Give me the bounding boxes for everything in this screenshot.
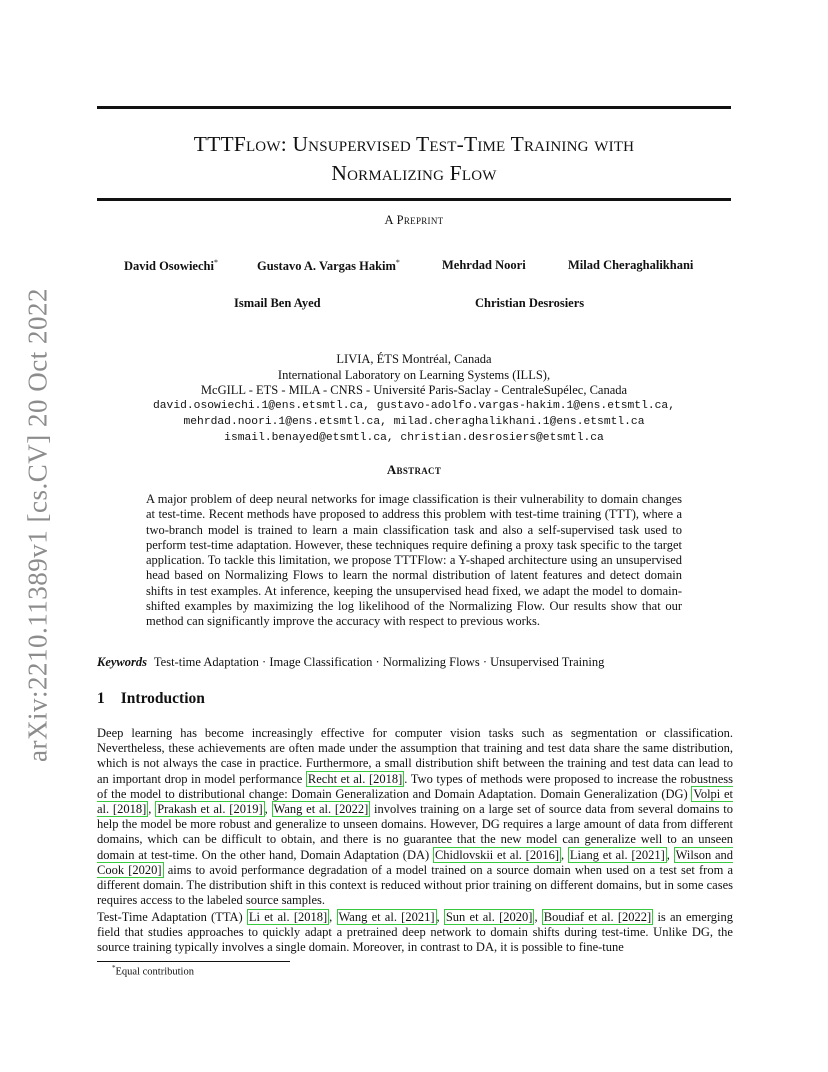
title-line-1: TTTFlow: Unsupervised Test-Time Training with xyxy=(193,132,635,156)
title-line-2: Normalizing Flow xyxy=(331,161,497,185)
footnote-text: Equal contribution xyxy=(115,966,194,978)
paragraph-text: , xyxy=(148,802,156,817)
paragraph-text: , xyxy=(666,847,674,862)
abstract-text: A major problem of deep neural networks for image classification is their vulnerability to domain changes at test-time. Recent methods have proposed to address this problem with test-time training (TTT), where a two-branch model is trained to learn a main classification task and also a self-supervised task used to perform test-time adaptation. However, these techniques require defining a proxy task specific to the target application. To tackle this limitation, we propose TTTFlow: a Y-shaped architecture using an unsupervised head based on Normalizing Flows to learn the normal distribution of latent features and detect domain shifts in test examples. At inference, keeping the unsupervised head fixed, we adapt the model to domain-shifted examples by maximizing the log likelihood of the Normalizing Flow. Our results show that our method can significantly improve the accuracy with respect to previous works. xyxy=(146,492,682,629)
intro-paragraph-2 xyxy=(97,910,733,956)
preprint-label: A Preprint xyxy=(384,213,444,227)
citation-link[interactable]: Volpi et al. [2018] xyxy=(97,786,733,817)
affiliation-line: LIVIA, ÉTS Montréal, Canada xyxy=(336,352,492,366)
author: Mehrdad Noori xyxy=(442,258,526,272)
citation-link[interactable]: Wang et al. [2021] xyxy=(338,910,435,924)
citation-link[interactable]: Wang et al. [2022] xyxy=(273,802,369,817)
paragraph-text: , xyxy=(534,910,542,924)
keywords xyxy=(97,655,604,670)
email-line[interactable]: david.osowiechi.1@ens.etsmtl.ca, gustavo-adolfo.vargas-hakim.1@ens.etsmtl.ca, xyxy=(152,400,675,413)
affiliation-line: International Laboratory on Learning Systems (ILLS), xyxy=(277,367,551,382)
footnote xyxy=(112,964,194,978)
citation-link[interactable]: Boudiaf et al. [2022] xyxy=(543,910,652,924)
section-title: Introduction xyxy=(120,690,205,707)
paragraph-text: , xyxy=(329,910,337,924)
section-heading xyxy=(97,690,205,708)
keywords-label: Keywords xyxy=(97,655,147,669)
paper-title xyxy=(97,130,731,188)
title-top-rule xyxy=(97,106,731,109)
paragraph-text: involves training on a large set of source data from several domains to help the model be more robust and generalize to unseen domains. However, DG requires a large amount of data from different domains, which can be difficult to obtain, and there is no guarantee that the new model can generalize well to an unseen domain at test-time. On the other hand, Domain Adaptation (DA) xyxy=(97,802,734,862)
abstract-heading: Abstract xyxy=(386,462,442,477)
author: David Osowiechi* xyxy=(124,258,218,274)
citation-link[interactable]: Chidlovskii et al. [2016] xyxy=(434,847,559,862)
affiliations xyxy=(97,352,731,446)
citation-link[interactable]: Prakash et al. [2019] xyxy=(157,802,263,817)
affiliation-line: McGILL - ETS - MILA - CNRS - Université Paris-Saclay - CentraleSupélec, Canada xyxy=(200,383,628,398)
citation-link[interactable]: Recht et al. [2018] xyxy=(307,771,403,786)
section-number: 1 xyxy=(97,690,105,707)
paragraph-text: , xyxy=(561,847,568,862)
footnote-mark: * xyxy=(112,964,116,972)
email-line[interactable]: ismail.benayed@etsmtl.ca, christian.desrosiers@etsmtl.ca xyxy=(224,431,604,444)
title-bottom-rule xyxy=(97,198,731,201)
citation-link[interactable]: Wilson and Cook [2020] xyxy=(97,847,734,877)
author: Christian Desrosiers xyxy=(475,296,585,310)
author: Gustavo A. Vargas Hakim* xyxy=(257,258,400,274)
paragraph-text: Deep learning has become increasingly effective for computer vision tasks such as segmentation or classification. Nevertheless, these achievements are often made under the assumption that training and test data share the same distribution, which is not always the case in practice. Furthermore, a small distribution shift between the training and test data can lead to an important drop in model performance xyxy=(97,726,733,786)
keywords-text: Test-time Adaptation · Image Classification · Normalizing Flows · Unsupervised Training xyxy=(153,655,605,669)
citation-link[interactable]: Li et al. [2018] xyxy=(248,910,328,924)
intro-paragraph-1 xyxy=(97,726,733,908)
footnote-rule xyxy=(97,961,290,962)
paragraph-text: aims to avoid performance degradation of a model trained on a source domain when used on a test set from a different domain. The distribution shift in this context is reduced without prior training on different domains, but in some cases requires access to the labeled source samples. xyxy=(97,862,733,908)
arxiv-identifier: arXiv:2210.11389v1 [cs.CV] 20 Oct 2022 xyxy=(22,288,53,762)
paragraph-text: . Two types of methods were proposed to increase the robustness of the model to distributional change: Domain Generalization and Domain Adaptation. Domain Generalization (DG) xyxy=(97,771,733,801)
author: Ismail Ben Ayed xyxy=(234,296,321,310)
email-line[interactable]: mehrdad.noori.1@ens.etsmtl.ca, milad.cheraghalikhani.1@ens.etsmtl.ca xyxy=(183,415,645,428)
paragraph-text: Test-Time Adaptation (TTA) xyxy=(97,910,247,924)
paragraph-text: is an emerging field that studies approaches to quickly adapt a pretrained deep network to domain shifts during test-time. Unlike DG, the source training typically involves a single domain. Moreover, in contrast to DA, it is possible to fine-tune xyxy=(97,910,733,955)
citation-link[interactable]: Sun et al. [2020] xyxy=(445,910,533,924)
paragraph-text: , xyxy=(436,910,444,924)
author: Milad Cheraghalikhani xyxy=(568,258,694,272)
citation-link[interactable]: Liang et al. [2021] xyxy=(569,847,665,862)
paragraph-text: , xyxy=(264,802,272,817)
